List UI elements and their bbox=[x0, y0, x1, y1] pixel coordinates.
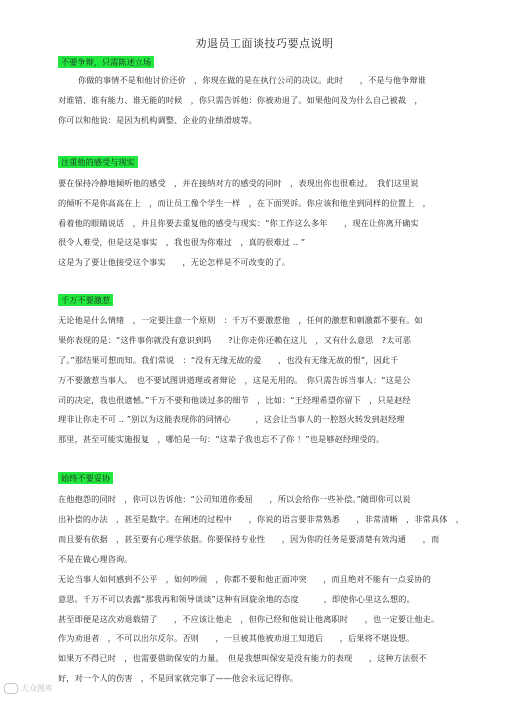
paragraph-line: 作为劝退者 ，不可以出尔反尔。否则 ，一旦被其他被劝退工知道后 ，后果将不堪设想。 bbox=[58, 633, 415, 643]
paragraph-line: 在他抱怨的同时 ，你可以告诉他：“公司知道你委屈 ，所以会给你一些补偿。”随即你可以说 bbox=[58, 494, 411, 504]
paragraph-line: 出补偿的办法 ，甚至是数字。在阐述的过程中 ，你说的语言要非常熟悉 ，非常清晰 ，非常具体 ， bbox=[58, 514, 465, 524]
watermark-text: 大众图库 bbox=[21, 684, 53, 693]
section-heading-feelings: 注重他的感受与现实 bbox=[58, 156, 138, 168]
paragraph-line: 了。”那结果可想而知。我们常说 ：“没有无缘无故的爱 ，也没有无缘无故的恨”，因此千 bbox=[58, 355, 399, 365]
paragraph-line: 要在保持冷静地倾听他的感受 ，并在接纳对方的感受的同时 ，表现出你也很难过。 我们这里说 bbox=[58, 178, 419, 188]
paragraph-line: 无论他是什么情绪 ，一定要注意一个原则 ：千万不要激惹他 ，任何的激惹和刺激都不要有。如 bbox=[58, 315, 423, 325]
watermark bbox=[4, 683, 53, 694]
paragraph-line: 很令人难受，但是这是事实 ，我也很为你难过 ，真的很难过 .. ” bbox=[58, 237, 306, 247]
paragraph-line: 如果万不得已时 ，也需要借助保安的力量。 但是我想叫保安是没有能力的表现 ，这种方法很不 bbox=[58, 653, 427, 663]
paragraph-line: 的倾听不是你高高在上 ，而让员工像个学生一样 ，在下面哭诉。你应该和他坐到同样的位置上 ， bbox=[58, 198, 431, 208]
paragraph-line: 理非让你走不可 .. ”别以为这能表现你的同情心 ，这会让当事人的一腔怒火转发到赵经理 bbox=[58, 414, 405, 424]
paragraph-line: 好，对一个人的伤害 ，不是回家就完事了——他会永远记得你。 bbox=[58, 673, 299, 683]
paragraph-line: 意思。千万不可以表露“那我再和领导谈谈”这种有回旋余地的态度 ，即使你心里这么想的。 bbox=[58, 594, 415, 604]
document-title: 劝退员工面谈技巧要点说明 bbox=[195, 37, 334, 50]
paragraph-line: 你可以和他说：是因为机构调整、企业的业绩滑坡等。 bbox=[58, 115, 257, 125]
section-heading-no-compromise: 始终不要妥协 bbox=[58, 472, 113, 484]
paragraph-line: 不是在做心理咨询。 bbox=[58, 554, 133, 564]
paragraph-line: 万不要激惹当事人。 也不要试图讲道理或者辩论 ，这是无用的。 你只需告诉当事人：“这是公 bbox=[58, 375, 411, 385]
camera-logo-icon bbox=[4, 683, 18, 694]
paragraph-line: 无论当事人如何感到不公平 ，如何吵闹 ，你都不要和他正面冲突 ，而且绝对不能有一点妥协的 bbox=[58, 574, 431, 584]
section-heading-no-argue: 不要争辩，只需陈述立场 bbox=[58, 56, 154, 68]
paragraph-line: 甚至即便是这次劝退载错了 ，不应该让他走 ，但你已经和他说让他离职时 ，也一定要让他走。 bbox=[58, 614, 440, 624]
paragraph-line: 司的决定，我也很遗憾。”千万不要和他谈过多的细节 ，比如：“王经理希望你留下 ，只是赵经 bbox=[58, 395, 411, 405]
paragraph-line: 看着他的眼睛说话 ，并且你要去重复他的感受与现实：“你工作这么多年 ，现在让你离开确实 bbox=[58, 218, 419, 228]
paragraph-line: 对谁错、谁有能力、谁无能的时候 ，你只需告诉他：你被劝退了。如果他问及为什么自己被裁 ， bbox=[58, 95, 423, 105]
paragraph-line: 果你表现的是：“这件事你就没有意识到吗 ?让你走你还赖在这儿 ，又有什么意思 ?太可恶 bbox=[58, 335, 412, 345]
paragraph-line: 这是为了要让他接受这个事实 ，无论怎样是不可改变的了。 bbox=[58, 257, 291, 267]
paragraph-line: 你做的事情不是和他讨价还价 ，你现在做的是在执行公司的决议。此时 ，不是与他争辩谁 bbox=[78, 75, 427, 85]
paragraph-line: 那里，甚至可能实施报复 ，哪怕是一句：“这辈子我也忘不了你 ！”也是够赵经理受的。 bbox=[58, 434, 385, 444]
paragraph-line: 而且要有依据 ，甚至要有心理学依据。你要保持专业性 ，因为你的任务是要清楚有效沟通 ，而 bbox=[58, 534, 440, 544]
section-heading-no-provoke: 千万不要激惹 bbox=[58, 294, 113, 306]
